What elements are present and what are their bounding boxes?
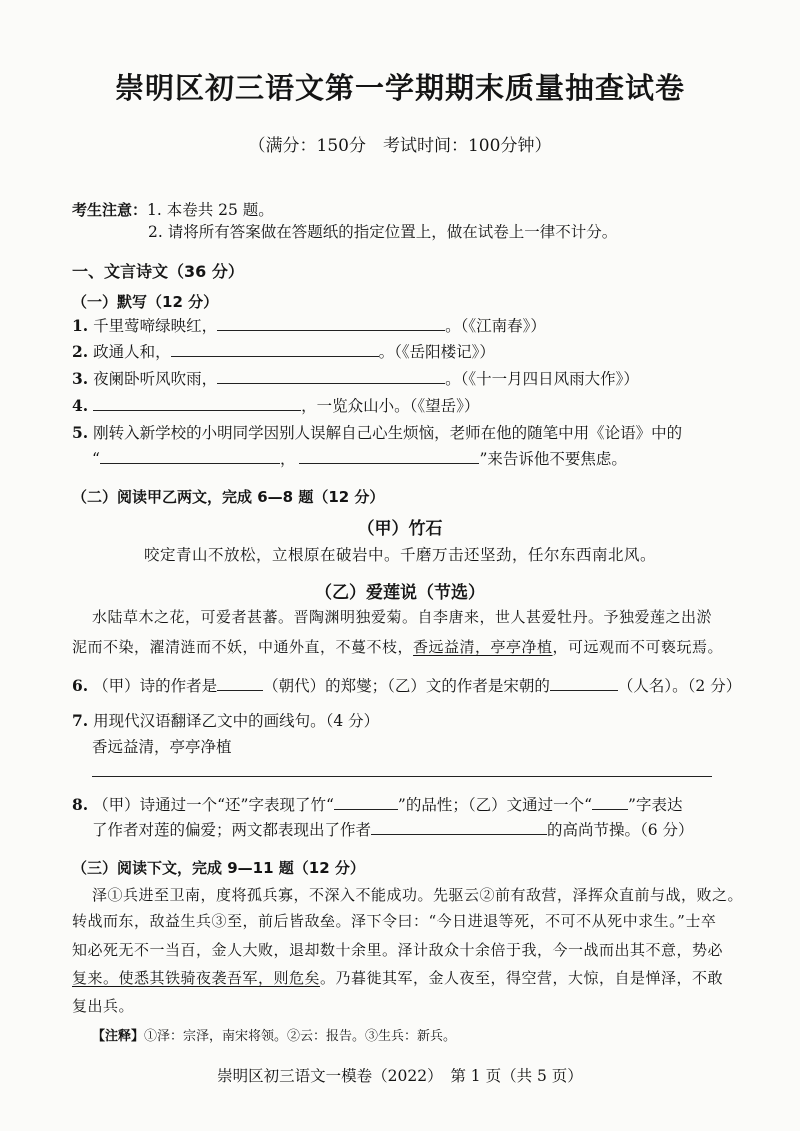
question-number: 2.	[72, 342, 89, 361]
question-number: 3.	[72, 369, 89, 388]
answer-blank[interactable]	[217, 369, 445, 384]
question-number: 1.	[72, 316, 89, 335]
answer-blank[interactable]	[550, 676, 618, 691]
answer-blank[interactable]	[217, 316, 445, 331]
poem-a-title: （甲）竹石	[357, 519, 443, 539]
section-heading-1: 一、文言诗文（36 分）	[72, 262, 244, 281]
question-text: 用现代汉语翻译乙文中的画线句。（4 分）	[93, 712, 380, 730]
question-text: 千里莺啼绿映红，	[93, 317, 218, 335]
poem-b-line-1: 水陆草木之花，可爱者甚蕃。晋陶渊明独爱菊。自李唐来，世人甚爱牡丹。予独爱莲之出淤	[92, 608, 713, 626]
question-text: 政通人和，	[93, 343, 171, 361]
passage-line-5: 复出兵。	[72, 997, 135, 1015]
annotation-label: 【注释】	[92, 1029, 145, 1044]
answer-blank[interactable]	[592, 795, 628, 810]
question-text: 的高尚节操。（6 分）	[547, 821, 694, 839]
page-footer: 崇明区初三语文一模卷（2022） 第 1 页（共 5 页）	[217, 1067, 583, 1085]
passage-text: ，可远观而不可亵玩焉。	[552, 638, 724, 656]
passage-line-3: 知必死无不一当百，金人大败，退却数十余里。泽计敌众十余倍于我，今一战而出其不意，势必	[72, 941, 724, 959]
question-text: 夜阑卧听风吹雨，	[93, 370, 218, 388]
question-text: 了作者对莲的偏爱；两文都表现出了作者	[92, 821, 372, 839]
question-5	[72, 423, 682, 443]
question-5-line-2	[92, 449, 627, 469]
question-7-quote: 香远益清，亭亭净植	[92, 738, 232, 756]
answer-blank[interactable]	[371, 820, 547, 835]
underlined-sentence: 香远益清，亭亭净植	[413, 638, 553, 656]
answer-blank[interactable]	[299, 449, 479, 464]
question-number: 4.	[72, 396, 89, 415]
question-7	[72, 711, 379, 731]
notice-item-1: 1. 本卷共 25 题。	[147, 201, 274, 219]
comma: ，	[279, 450, 296, 468]
quote-open: “	[92, 450, 100, 468]
question-text: （人名）。（2 分）	[617, 677, 742, 695]
question-text: （朝代）的郑燮；（乙）文的作者是宋朝的	[263, 677, 550, 695]
question-text: （甲）诗的作者是	[93, 677, 218, 695]
answer-blank[interactable]	[217, 676, 263, 691]
page-title: 崇明区初三语文第一学期期末质量抽查试卷	[114, 71, 685, 105]
part-heading-2: （二）阅读甲乙两文，完成 6—8 题（12 分）	[72, 488, 385, 506]
passage-line-1: 泽①兵进至卫南，度将孤兵寡，不深入不能成功。先驱云②前有敌营，泽挥众直前与战，败之。	[92, 886, 744, 904]
question-source: 。（《十一月四日风雨大作》）	[445, 370, 639, 388]
question-source: ，一览众山小。（《望岳》）	[301, 397, 480, 415]
question-8	[72, 795, 682, 815]
question-text: ”的品性；（乙）文通过一个“	[397, 796, 593, 814]
poem-b-line-2	[72, 637, 723, 657]
question-text: 刚转入新学校的小明同学因别人误解自己心生烦恼，老师在他的随笔中用《论语》中的	[93, 424, 683, 442]
question-1	[72, 316, 546, 336]
notice-label: 考生注意：	[72, 201, 148, 219]
exam-info: （满分：150分 考试时间：100分钟）	[248, 136, 552, 156]
question-3	[72, 369, 639, 389]
notice-line-1	[72, 200, 274, 220]
question-source: 。（《江南春》）	[445, 317, 546, 335]
annotation	[92, 1027, 456, 1047]
part-heading-1: （一）默写（12 分）	[72, 293, 219, 311]
notice-item-2: 2. 请将所有答案做在答题纸的指定位置上，做在试卷上一律不计分。	[148, 223, 618, 241]
question-number: 5.	[72, 423, 89, 442]
annotation-text: ①泽：宗泽，南宋将领。②云：报告。③生兵：新兵。	[144, 1029, 457, 1044]
underlined-sentence: 复来。使悉其铁骑夜袭吾军，则危矣	[72, 969, 321, 987]
question-number: 6.	[72, 676, 89, 695]
question-number: 7.	[72, 711, 89, 730]
question-source: 。（《岳阳楼记》）	[378, 343, 495, 361]
question-number: 8.	[72, 795, 89, 814]
answer-blank[interactable]	[100, 449, 280, 464]
answer-blank[interactable]	[93, 396, 301, 411]
passage-line-4	[72, 968, 723, 988]
answer-blank[interactable]	[171, 342, 379, 357]
question-8-line-2	[92, 820, 694, 840]
passage-line-2: 转战而东，敌益生兵③至，前后皆敌垒。泽下令曰：“今日进退等死，不可不从死中求生。”士卒	[72, 912, 717, 930]
question-6	[72, 676, 741, 696]
passage-text: 。乃暮徙其军，金人夜至，得空营，大惊，自是惮泽，不敢	[320, 969, 724, 987]
answer-blank[interactable]	[334, 795, 398, 810]
question-text: （甲）诗通过一个“还”字表现了竹“	[93, 796, 334, 814]
poem-a-text: 咬定青山不放松，立根原在破岩中。千磨万击还坚劲，任尔东西南北风。	[143, 546, 656, 564]
poem-b-title: （乙）爱莲说（节选）	[315, 583, 485, 603]
passage-text: 泥而不染，濯清涟而不妖，中通外直，不蔓不枝，	[72, 638, 414, 656]
part-heading-3: （三）阅读下文，完成 9—11 题（12 分）	[72, 859, 365, 877]
question-4	[72, 396, 479, 416]
question-text: ”来告诉他不要焦虑。	[479, 450, 627, 468]
answer-line[interactable]	[92, 775, 712, 777]
question-2	[72, 342, 495, 362]
question-text: ”字表达	[628, 796, 683, 814]
